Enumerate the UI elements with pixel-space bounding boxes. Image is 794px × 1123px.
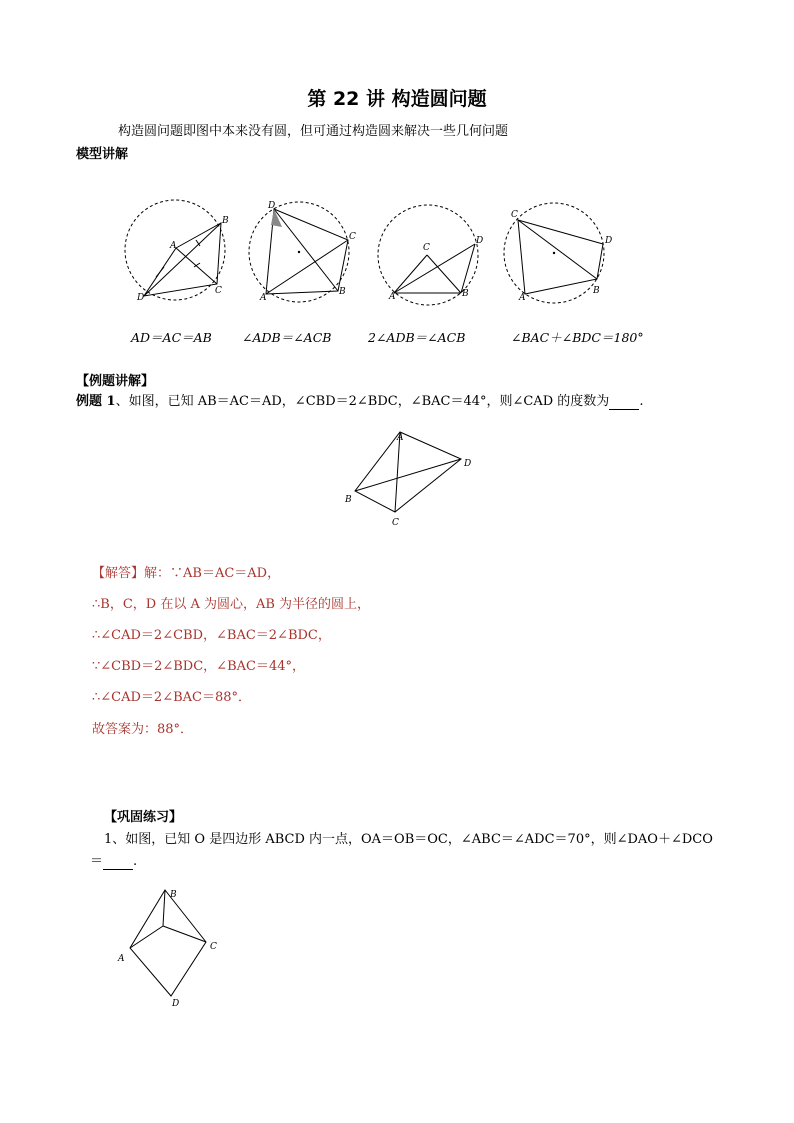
solution-line-4: ∴∠CAD＝2∠BAC＝88°． <box>92 690 252 705</box>
svg-text:C: C <box>210 942 217 952</box>
page-title: 第 22 讲 构造圆问题 <box>307 88 487 110</box>
answer-blank <box>609 394 639 410</box>
svg-text:C: C <box>349 232 356 242</box>
svg-text:B: B <box>345 495 352 505</box>
caption-1: AD＝AC＝AB <box>131 330 212 345</box>
fig4-quadrilateral <box>518 220 603 294</box>
exercise-line-1: 1、如图，已知 O 是四边形 ABCD 内一点，OA＝OB＝OC，∠ABC＝∠ADC＝70°，则∠DAO＋∠DCO <box>104 832 713 847</box>
svg-text:D: D <box>464 459 472 469</box>
svg-text:B: B <box>170 890 177 900</box>
example-question <box>76 390 643 410</box>
intro-text: 构造圆问题即图中本来没有圆，但可通过构造圆来解决一些几何问题 <box>118 124 509 139</box>
model-heading: 模型讲解 <box>76 147 129 162</box>
svg-text:B: B <box>222 216 229 226</box>
solution-answer: 故答案为：88°． <box>92 722 194 737</box>
svg-text:A: A <box>260 293 267 303</box>
model-figures <box>110 192 670 307</box>
svg-text:D: D <box>476 236 484 246</box>
svg-text:D: D <box>605 236 613 246</box>
svg-text:A: A <box>389 292 396 302</box>
svg-text:A: A <box>397 433 404 443</box>
svg-text:D: D <box>268 201 276 211</box>
exercise-line-2: ＝ . <box>90 854 138 869</box>
caption-3: 2∠ADB＝∠ACB <box>368 330 466 345</box>
example-label: 例题 1 <box>76 394 116 409</box>
solution-line-3: ∵∠CBD＝2∠BDC，∠BAC＝44°， <box>92 659 305 674</box>
svg-text:A: A <box>118 954 125 964</box>
svg-text:C: C <box>215 286 222 296</box>
exercise-answer-blank <box>103 854 133 870</box>
svg-text:C: C <box>511 210 518 220</box>
solution-line-1: ∴B，C，D 在以 A 为圆心，AB 为半径的圆上， <box>92 597 371 612</box>
svg-text:D: D <box>172 999 180 1009</box>
practice-heading: 【巩固练习】 <box>104 810 183 825</box>
solution-lead: 解：∵AB＝AC＝AD， <box>144 566 281 581</box>
svg-text:B: B <box>462 289 469 299</box>
example-text: 、如图，已知 AB＝AC＝AD，∠CBD＝2∠BDC，∠BAC＝44°，则∠CAD 的度数为 <box>115 394 610 409</box>
svg-text:B: B <box>593 286 600 296</box>
solution-tag: 【解答】 <box>92 566 145 581</box>
caption-2: ∠ADB＝∠ACB <box>242 330 332 345</box>
svg-text:A: A <box>519 293 526 303</box>
solution-line-2: ∴∠CAD＝2∠CBD，∠BAC＝2∠BDC， <box>92 628 331 643</box>
svg-text:B: B <box>339 287 346 297</box>
example-end: . <box>639 394 644 409</box>
solution-first-line <box>92 562 280 581</box>
svg-text:C: C <box>423 243 430 253</box>
example-figure <box>340 428 480 530</box>
model-figure-labels <box>136 201 612 303</box>
example-heading: 【例题讲解】 <box>76 374 155 389</box>
exercise-figure <box>112 884 227 1012</box>
caption-4: ∠BAC＋∠BDC＝180° <box>511 330 644 345</box>
svg-text:C: C <box>392 518 399 528</box>
svg-text:D: D <box>137 293 145 303</box>
svg-text:A: A <box>170 241 177 251</box>
